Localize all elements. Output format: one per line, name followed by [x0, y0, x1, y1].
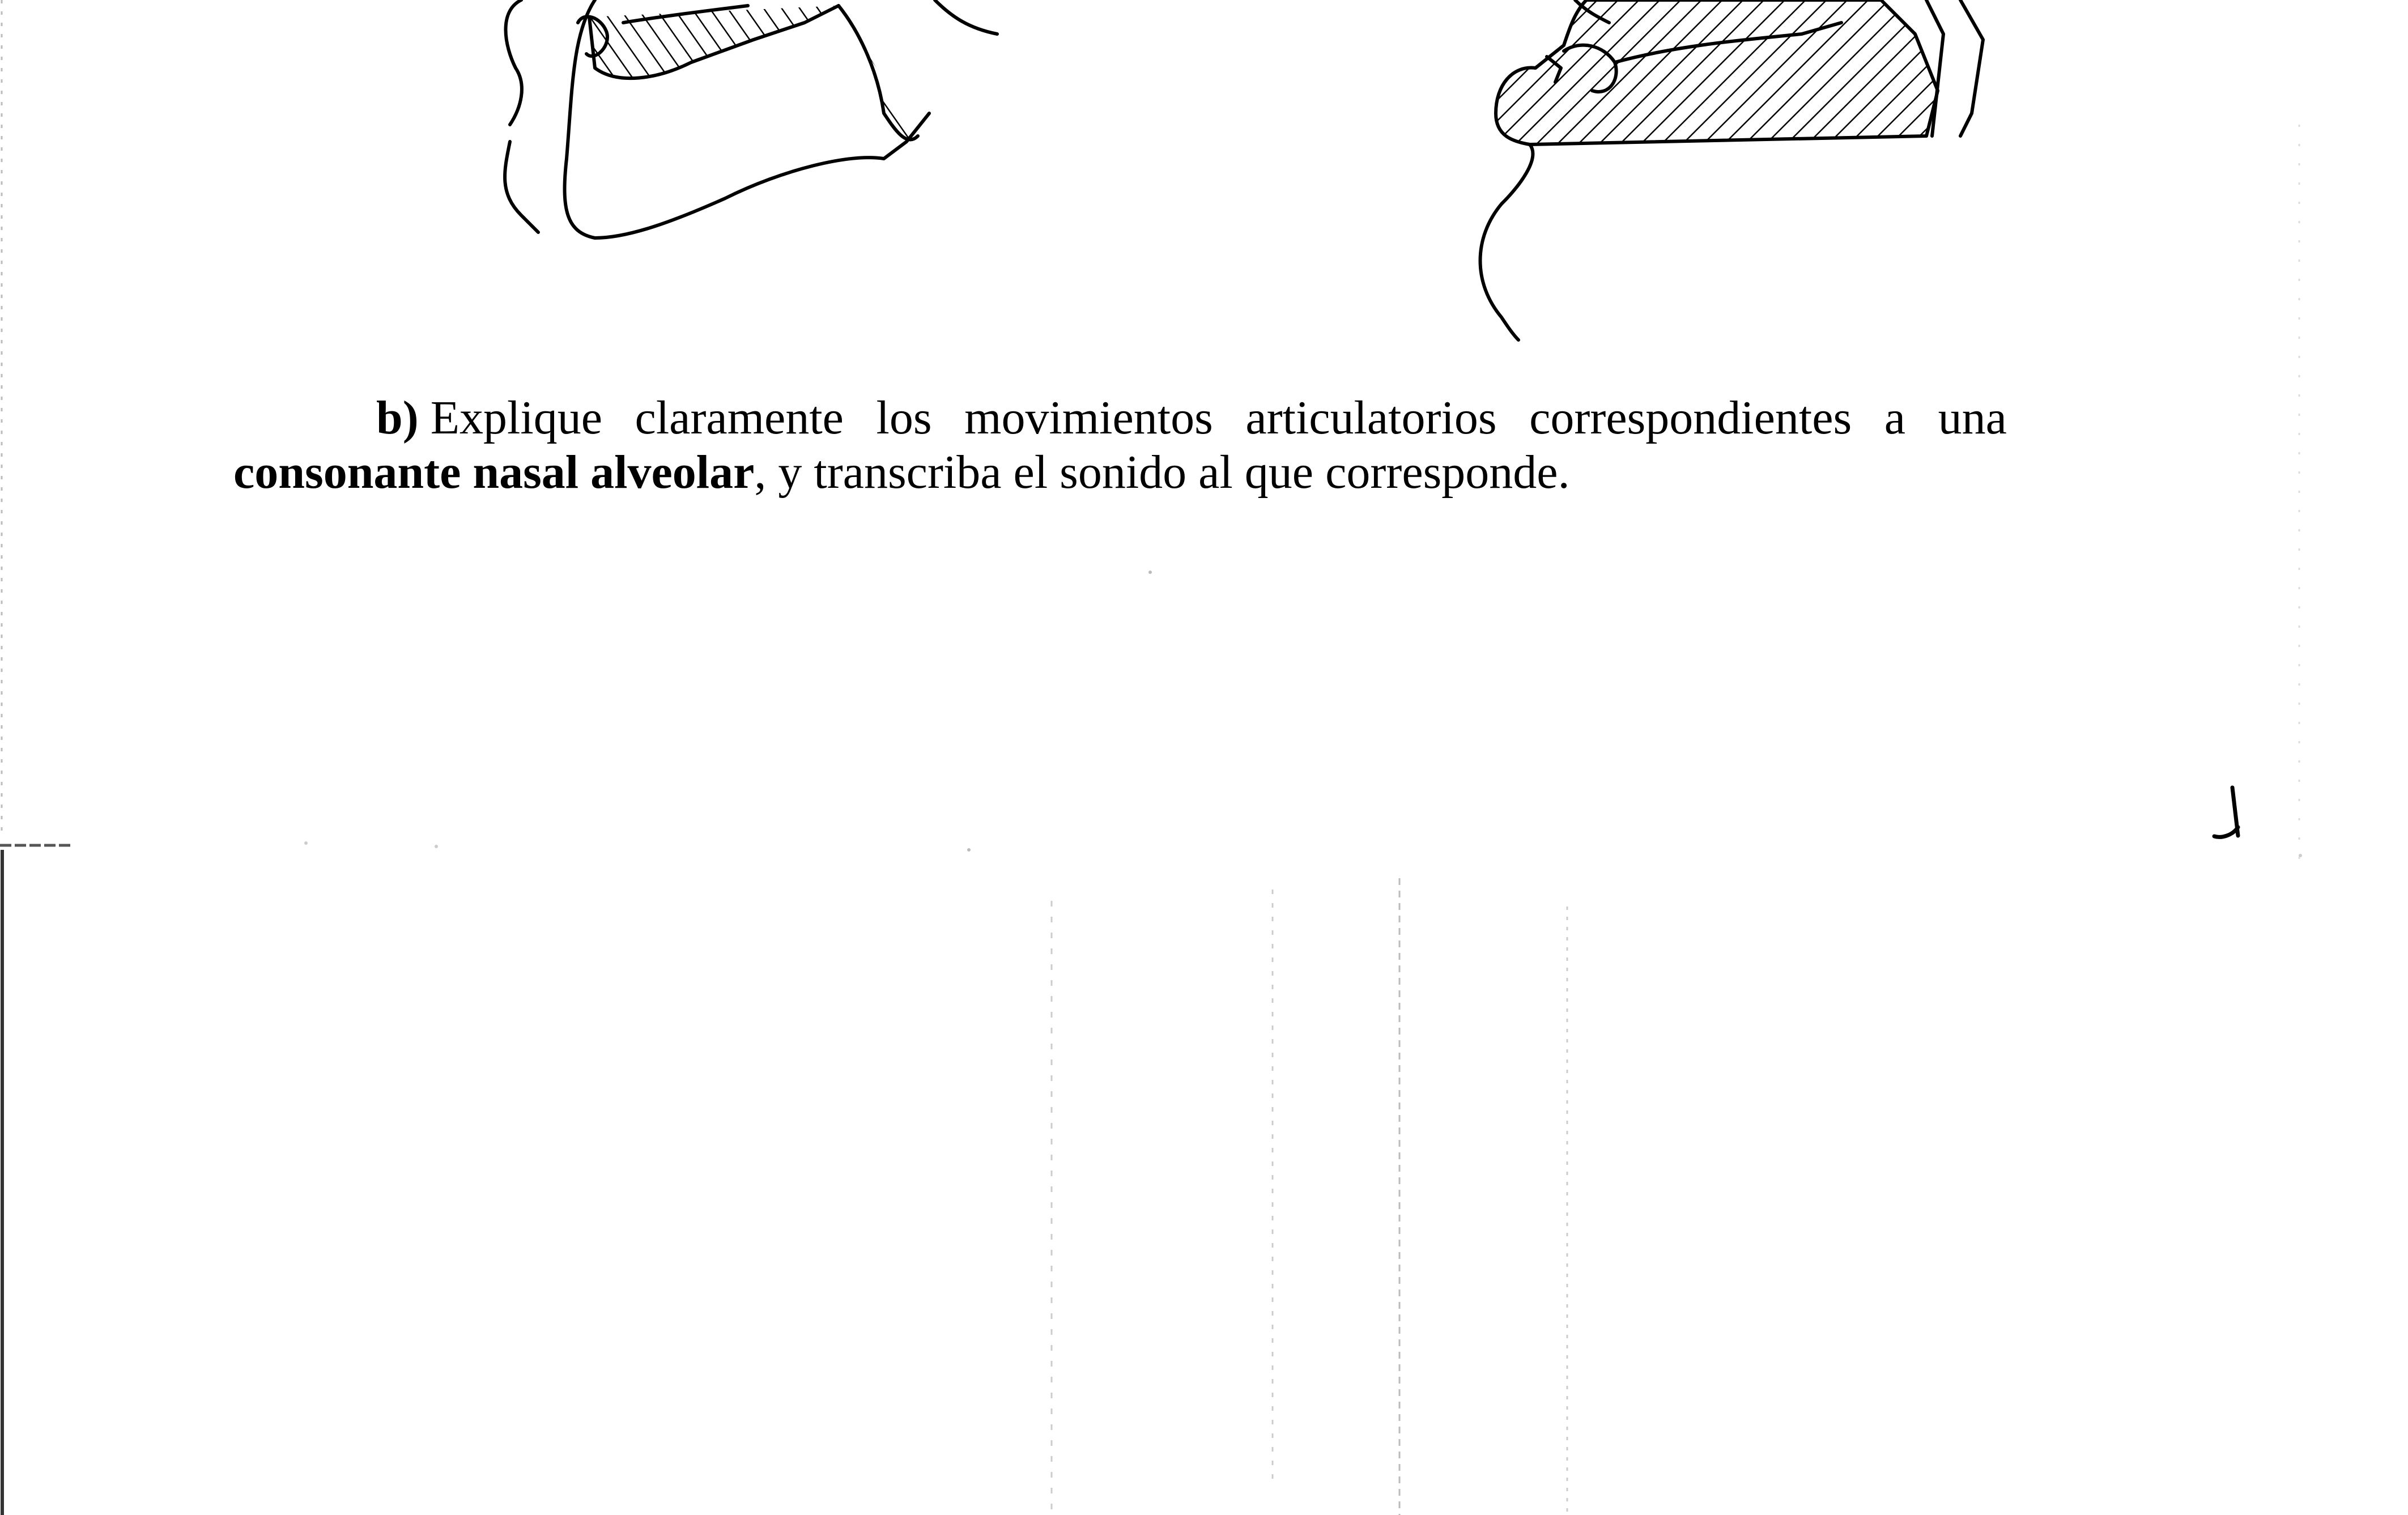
question-word: una	[1938, 391, 2007, 444]
question-word: Explique	[430, 391, 602, 444]
question-b-label: b)	[376, 391, 419, 444]
question-b	[233, 391, 2007, 500]
articulation-diagram-left	[487, 0, 1026, 283]
question-word: movimientos	[964, 391, 1213, 444]
handwritten-mark	[2210, 782, 2249, 844]
question-b-line-1	[233, 391, 2007, 445]
question-word: correspondientes	[1529, 391, 1852, 444]
question-b-first-word	[376, 391, 602, 445]
question-word: a	[1884, 391, 1906, 444]
question-word: claramente	[635, 391, 844, 444]
question-b-line-2	[233, 445, 2007, 500]
question-b-bold-term: consonante nasal alveolar	[233, 446, 755, 499]
articulation-diagram-right	[1450, 0, 1994, 346]
question-word: los	[876, 391, 932, 444]
question-b-line-2-rest: , y transcriba el sonido al que corresponde.	[754, 446, 1570, 499]
question-word: articulatorios	[1245, 391, 1497, 444]
